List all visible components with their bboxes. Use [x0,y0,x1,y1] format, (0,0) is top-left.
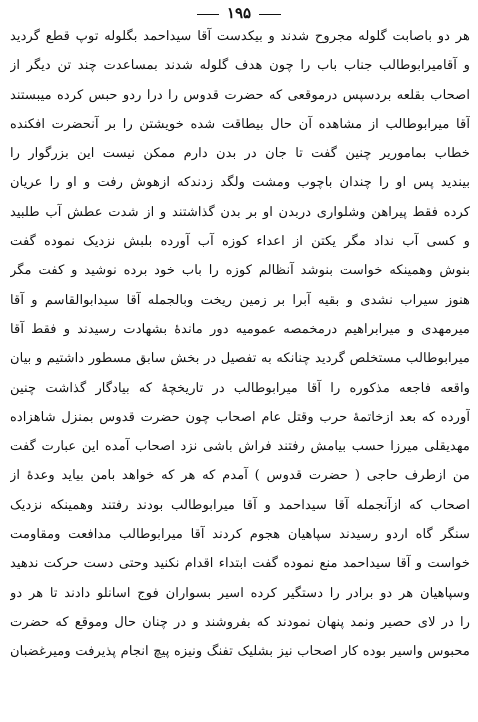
text-line: من ازطرف حاجی ( حضرت قدوس ) آمدم که هر که خواهد بامن بیاید وعدهٔ از [10,468,470,484]
right-dash [197,14,219,15]
text-line: آورده که بعد ازخاتمهٔ حرب وقتل عام اصحاب چون حضرت قدوس بمنزل شاهزاده [10,409,470,425]
text-line: سنگر گاه اردو رسیدند سپاهیان هجوم کردند آقا میرابوطالب مدافعت ومقاومت [10,527,470,543]
text-line: اصحاب که ازآنجمله آقا سیداحمد و آقا میرابوطالب بودند رفتند وهمینکه نزدیک [10,497,470,513]
text-line: آقا میرابوطالب از مشاهده آن حال بیطاقت شده خویشتن را بر آنحضرت افکنده [10,116,470,132]
page-number-text: ۱۹۵ [226,4,252,22]
text-line: محبوس واسیر بوده کار اصحاب نیز بشلیک تفنگ ونیزه پیچ انجام پذیرفت ومیرغضبان [10,644,470,660]
text-line: را در لای حصیر ونمد پنهان نمودند که بفروشند و در چنان حال وموقع که حضرت [10,614,470,630]
text-line: خطاب بماموریر چنین گفت تا جان در بدن دارم ممکن نیست این بزرگوار را [10,146,470,162]
text-line: هر دو باصابت گلوله مجروح شدند و بیکدست آقا سیداحمد بگلوله توپ قطع گردید [10,29,470,44]
text-line: هنوز سیراب نشدی و بقیه آبرا بر زمین ریخت وبالجمله آقا سیدابوالقاسم و آقا [10,292,470,308]
text-line: بنوش وهمینکه خواست بنوشد آنظالم کوزه را باب خود برده نوشید و کفت مگر [10,263,470,279]
text-line: میرمهدی و میرابراهیم درمخمصه عمومیه دور ماندهٔ بشهادت رسیدند و فقط آقا [10,321,470,337]
text-line: بیندید پس او را چندان باچوب ومشت ولگد زدندکه ازهوش رفت و او را عریان [10,175,470,191]
left-dash [259,14,281,15]
text-line: واقعه فاجعه مذکوره را آقا میرابوطالب در تاریخچهٔ که بیادگار گذاشت چنین [10,380,470,396]
page-number [0,4,478,22]
text-line: مهدیقلی میرزا حسب بیامش رفتند فراش باشی نزد اصحاب آمده این عبارت گفت [10,439,470,455]
text-line: میرابوطالب مستخلص گردید چنانکه به تفصیل در بخش سابق مسطور داشتیم و بیان [10,351,470,367]
text-line: و آقامیرابوطالب جناب باب را چون هدف گلوله شدند بمساعدت چند تن دیگر از [10,58,470,74]
text-line: وسپاهیان هر دو برادر را دستگیر کرده اسیر بسواران فوج اسانلو دادند تا هر دو [10,585,470,601]
text-line: اصحاب بقلعه بردسپس درموقعی که حضرت قدوس را درا ردو حبس کرده میبستند [10,87,470,103]
text-line: و کسی آب نداد مگر یکتن از اعداء کوزه آب آورده بلبش نزدیک نموده گفت [10,234,470,250]
body-text [10,22,470,667]
text-line: کرده فقط پیراهن وشلواری دربدن او بر بدن گذاشتند و از شدت عطش آب طلبید [10,204,470,220]
text-line: خواست و آقا سیداحمد منع نموده گفت ابتداء اقدام نکنید وحتی دست حرکت ندهید [10,556,470,572]
